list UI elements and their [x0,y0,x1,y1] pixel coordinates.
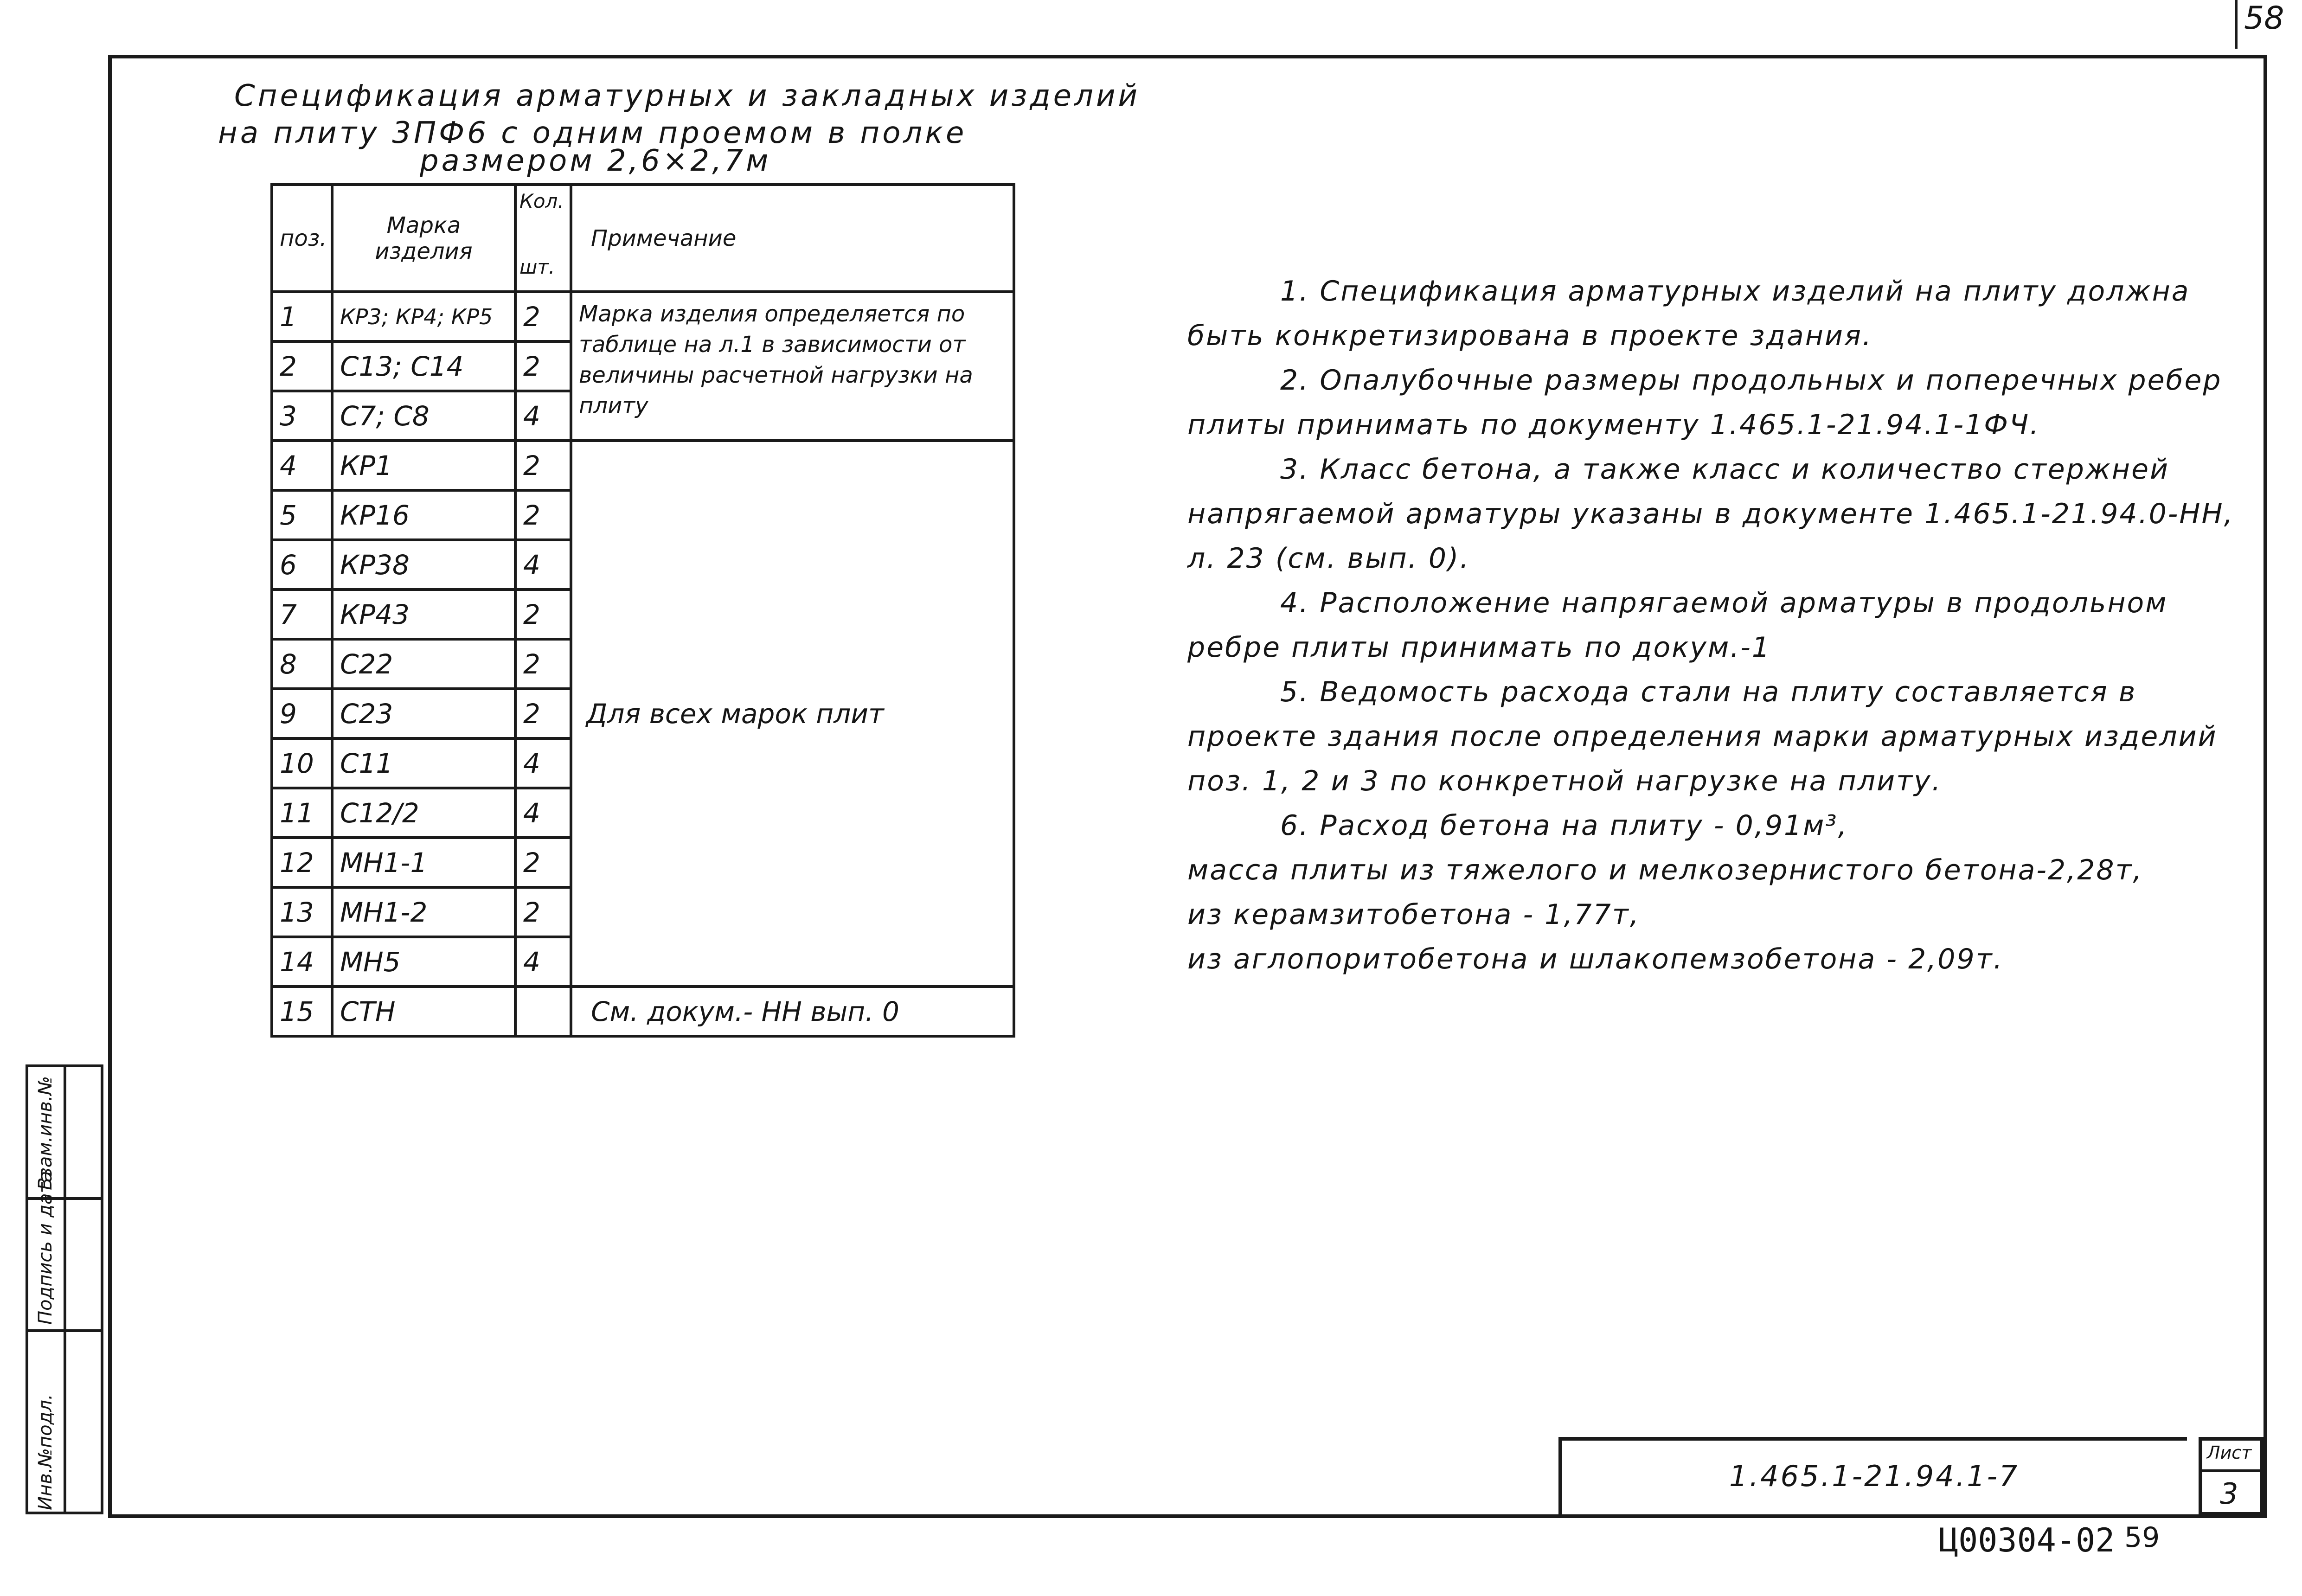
header-qty [515,185,571,292]
row-pos: 15 [272,987,332,1036]
row-pos: 12 [272,838,332,887]
row-pos: 8 [272,639,332,689]
row-mark: СТН [332,987,515,1036]
row-pos: 13 [272,887,332,937]
note-rows-4-14 [571,441,1014,987]
header-note: Примечание [571,185,1014,292]
spec-title-line3: размером 2,6×2,7м [420,144,771,178]
row-qty: 2 [515,441,571,490]
row-pos: 3 [272,391,332,441]
header-mark-label: Марка изделия [375,212,473,264]
table-row [272,441,1014,490]
sheet-divider [2202,1469,2260,1472]
row-qty: 2 [515,490,571,540]
row-mark: С12/2 [332,788,515,838]
side-stamp [26,1064,103,1514]
row-pos: 4 [272,441,332,490]
row-pos: 10 [272,738,332,788]
row-mark: КР43 [332,590,515,639]
row-mark: С13; С14 [332,341,515,391]
note-item: 2. Опалубочные размеры продольных и поперечных ребер плиты принимать по документу 1.465.1-21.94.1-1ФЧ. [1187,364,2222,441]
row-qty: 4 [515,391,571,441]
row-mark: С23 [332,689,515,738]
row-mark: С11 [332,738,515,788]
header-pos: поз. [272,185,332,292]
row-qty: 2 [515,341,571,391]
row-pos: 9 [272,689,332,738]
header-mark [332,185,515,292]
row-mark: МН1-1 [332,838,515,887]
title-block [1558,1437,2187,1516]
row-qty: 2 [515,887,571,937]
row-qty: 2 [515,590,571,639]
side-stamp-divider [28,1329,101,1332]
row-qty: 4 [515,788,571,838]
row-mark: МН5 [332,937,515,987]
general-notes [1187,269,2254,981]
note-item: 6. Расход бетона на плиту - 0,91м³, масса плиты из тяжелого и мелкозернистого бетона-2,28т, из керамзитобетона - 1,77т, из аглопоритобетона и шлакопемзобетона - 2,09т. [1187,809,2143,975]
row-pos: 2 [272,341,332,391]
corner-divider [2235,0,2238,49]
row-pos: 1 [272,292,332,341]
note-rows-4-14-text: Для всех марок плит [586,698,884,730]
row-mark: С22 [332,639,515,689]
table-row [272,987,1014,1036]
row-pos: 5 [272,490,332,540]
row-qty: 4 [515,937,571,987]
row-pos: 11 [272,788,332,838]
header-qty-top: Кол. [519,190,564,212]
note-rows-1-3: Марка изделия определяется по таблице на л.1 в зависимости от величины расчетной нагрузки на плиту [571,292,1014,441]
row-qty [515,987,571,1036]
row-qty: 2 [515,838,571,887]
row-qty: 2 [515,689,571,738]
archive-page: 59 [2124,1521,2160,1554]
table-header-row [272,185,1014,292]
row-qty: 2 [515,292,571,341]
row-qty: 4 [515,738,571,788]
sheet-number: 3 [2220,1477,2238,1511]
sheet-number-box [2199,1437,2264,1516]
vzam-inv-label: Взам.инв.№ [35,1076,56,1190]
row-mark: КР16 [332,490,515,540]
spec-title-line2: на плиту 3ПФ6 с одним проемом в полке [218,116,967,150]
row-qty: 2 [515,639,571,689]
row-mark: КР38 [332,540,515,590]
row-mark: КР3; КР4; КР5 [332,292,515,341]
document-code: 1.465.1-21.94.1-7 [1729,1459,2020,1493]
row-pos: 7 [272,590,332,639]
inv-podl-label: Инв.№подл. [35,1394,56,1510]
note-item: 4. Расположение напрягаемой арматуры в продольном ребре плиты принимать по докум.-1 [1187,587,2168,664]
sheet-label: Лист [2207,1442,2252,1463]
spec-title-line1: Спецификация арматурных и закладных изделий [234,79,1141,113]
spec-table [270,183,1015,1038]
note-item: 3. Класс бетона, а также класс и количество стержней напрягаемой арматуры указаны в документе 1.465.1-21.94.0-НН, л. 23 (см. вып. 0). [1187,453,2234,575]
row-pos: 6 [272,540,332,590]
header-qty-bottom: шт. [519,256,555,278]
note-row-15: См. докум.- НН вып. 0 [571,987,1014,1036]
row-mark: МН1-2 [332,887,515,937]
archive-code: Ц00304-02 [1939,1521,2115,1559]
sign-date-label: Подпись и дата [35,1171,56,1325]
corner-page-number: 58 [2244,0,2284,37]
row-pos: 14 [272,937,332,987]
note-item: 5. Ведомость расхода стали на плиту составляется в проекте здания после определения марки арматурных изделий поз. 1, 2 и 3 по конкретной нагрузке на плиту. [1187,676,2218,797]
row-mark: С7; С8 [332,391,515,441]
note-item: 1. Спецификация арматурных изделий на плиту должна быть конкретизирована в проекте здания. [1187,275,2190,352]
table-row [272,292,1014,341]
row-mark: КР1 [332,441,515,490]
row-qty: 4 [515,540,571,590]
